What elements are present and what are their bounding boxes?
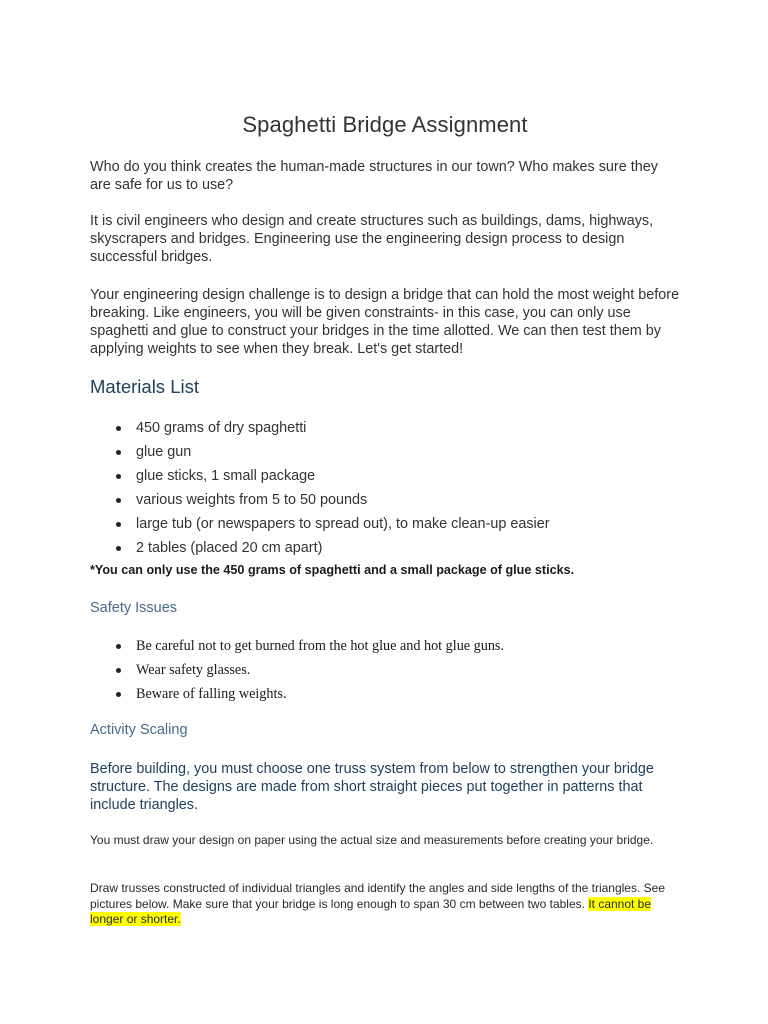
list-item [112,440,672,464]
intro-paragraph-3: Your engineering design challenge is to design a bridge that can hold the most weight before breaking. Like engineers, you will be given constraints- in this case, you can only use spaghetti and glue to construct your bridges in the time allotted. We can then test them by applying weights to see when they break. Let's get started! [90,287,680,357]
materials-note: *You can only use the 450 grams of spaghetti and a small package of glue sticks. [90,563,575,577]
bullet-icon [116,668,121,673]
list-item-text: glue gun [136,444,192,460]
list-item-text: large tub (or newspapers to spread out), to make clean-up easier [136,516,550,532]
bullet-icon [116,546,121,551]
activity-paragraph-3-text: Draw trusses constructed of individual triangles and identify the angles and side lengths of the triangles. See pictures below. Make sure that your bridge is long enough to span 30 cm between two tables. [90,881,666,911]
list-item [112,658,672,682]
activity-paragraph-1: Before building, you must choose one truss system from below to strengthen your bridge structure. The designs are made from short straight pieces put together in patterns that include triangles. [90,761,654,813]
bullet-icon [116,644,121,649]
activity-heading: Activity Scaling [90,722,188,738]
list-item [112,416,672,440]
bullet-icon [116,474,121,479]
activity-paragraph-2: You must draw your design on paper using the actual size and measurements before creating your bridge. [90,833,654,847]
safety-heading: Safety Issues [90,600,178,616]
list-item-text: 450 grams of dry spaghetti [136,420,307,436]
materials-heading: Materials List [90,376,199,397]
list-item [112,464,672,488]
list-item-text: glue sticks, 1 small package [136,468,316,484]
list-item [112,634,672,658]
list-item-text: Be careful not to get burned from the hot glue and hot glue guns. [136,638,504,654]
intro-paragraph-2: It is civil engineers who design and create structures such as buildings, dams, highways, skyscrapers and bridges. Engineering use the engineering design process to design successful bridges. [90,213,654,265]
list-item-text: Wear safety glasses. [136,662,251,678]
activity-paragraph-3 [90,881,680,928]
bullet-icon [116,692,121,697]
list-item [112,488,672,512]
materials-list [112,416,672,560]
list-item [112,682,672,706]
page-title: Spaghetti Bridge Assignment [242,112,528,137]
bullet-icon [116,426,121,431]
bullet-icon [116,450,121,455]
safety-list [112,634,672,706]
bullet-icon [116,498,121,503]
list-item [112,536,672,560]
list-item-text: Beware of falling weights. [136,686,287,702]
intro-paragraph-1: Who do you think creates the human-made structures in our town? Who makes sure they are safe for us to use? [90,159,658,193]
bullet-icon [116,522,121,527]
list-item-text: various weights from 5 to 50 pounds [136,492,368,508]
highlighted-text: It cannot be longer or shorter. [90,896,652,926]
list-item [112,512,672,536]
list-item-text: 2 tables (placed 20 cm apart) [136,540,323,556]
